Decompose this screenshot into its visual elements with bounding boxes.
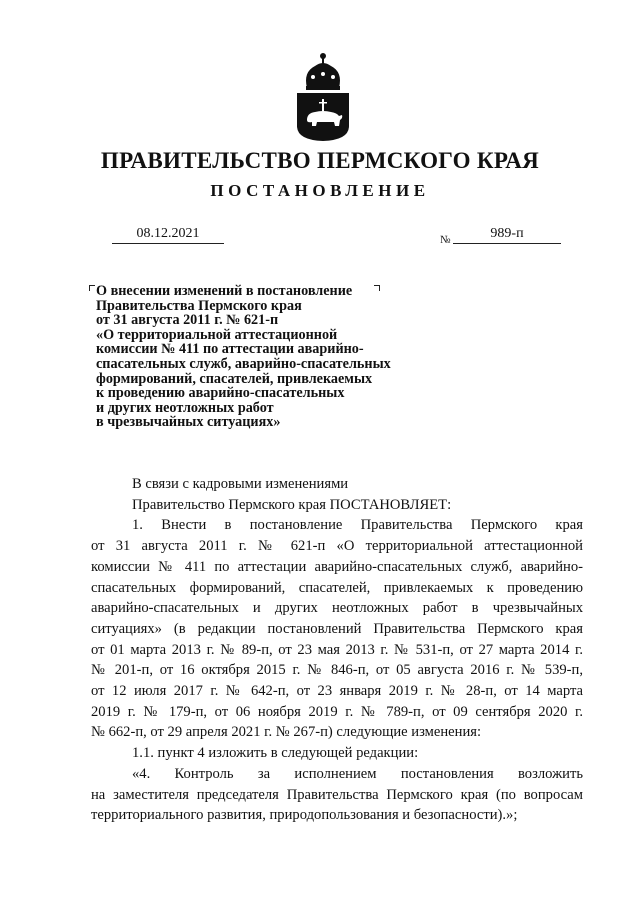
item-1-line: аварийно-спасательных и других неотложных работ в чрезвычайных <box>91 600 583 617</box>
quote-line: «4. Контроль за исполнением постановления возложить <box>132 765 583 782</box>
quote-line: территориального развития, природопользования и безопасности).»; <box>91 807 518 824</box>
document-date: 08.12.2021 <box>112 226 224 244</box>
subject-line: комиссии № 411 по аттестации аварийно- <box>96 341 364 358</box>
item-1-line: ситуациях» (в редакции постановлений Правительства Пермского края <box>91 620 583 637</box>
subject-corner-left <box>89 285 95 291</box>
item-1-line: № 201-п, от 16 октября 2015 г. № 846-п, от 05 августа 2016 г. № 539-п, <box>91 662 583 679</box>
government-title: ПРАВИТЕЛЬСТВО ПЕРМСКОГО КРАЯ <box>100 148 540 173</box>
crown-icon <box>306 53 340 90</box>
item-1-line: от 12 июля 2017 г. № 642-п, от 23 января 2019 г. № 28-п, от 14 марта <box>91 683 583 700</box>
intro-paragraph <box>91 474 583 495</box>
perm-krai-emblem <box>293 50 353 142</box>
quote-paragraph <box>91 764 583 826</box>
item-1-paragraph <box>91 515 583 743</box>
resolution-line: Правительство Пермского края ПОСТАНОВЛЯЕТ: <box>132 496 452 513</box>
item-1-line: комиссии № 411 по аттестации аварийно-спасательных служб, аварийно- <box>91 558 583 575</box>
resolution-paragraph <box>91 495 583 516</box>
item-1-line: спасательных формирований, спасателей, привлекаемых к проведению <box>91 579 583 596</box>
subject-line: к проведению аварийно-спасательных <box>96 385 345 402</box>
document-type: ПОСТАНОВЛЕНИЕ <box>210 181 430 200</box>
subject-line: и других неотложных работ <box>96 399 274 416</box>
subject-line: в чрезвычайных ситуациях» <box>96 414 281 431</box>
document-number: 989-п <box>453 226 561 244</box>
subject-line: формирований, спасателей, привлекаемых <box>96 370 373 387</box>
item-1-line: 2019 г. № 179-п, от 06 ноября 2019 г. № 789-п, от 09 сентября 2020 г. <box>91 703 583 720</box>
document-body <box>91 474 583 826</box>
item-1-1-line: 1.1. пункт 4 изложить в следующей редакции: <box>132 745 419 762</box>
subject-line: О внесении изменений в постановление <box>96 283 353 299</box>
subject-line: Правительства Пермского края <box>96 297 302 314</box>
quote-line: на заместителя председателя Правительства Пермского края (по вопросам <box>91 786 583 803</box>
item-1-line: № 662-п, от 29 апреля 2021 г. № 267-п) следующие изменения: <box>91 724 482 741</box>
number-label: № <box>440 234 451 246</box>
item-1-line: от 31 августа 2011 г. № 621-п «О территориальной аттестационной <box>91 538 583 555</box>
document-subject <box>96 284 426 430</box>
item-1-line: 1. Внести в постановление Правительства Пермского края <box>132 517 583 534</box>
subject-line: от 31 августа 2011 г. № 621-п <box>96 312 279 329</box>
shield-icon <box>297 93 349 141</box>
subject-corner-right <box>374 285 380 291</box>
subject-line: спасательных служб, аварийно-спасательных <box>96 355 391 372</box>
intro-line: В связи с кадровыми изменениями <box>132 476 349 492</box>
item-1-1-paragraph <box>91 743 583 764</box>
subject-line: «О территориальной аттестационной <box>96 326 338 343</box>
item-1-line: от 01 марта 2013 г. № 89-п, от 23 мая 2013 г. № 531-п, от 27 марта 2014 г. <box>91 641 583 658</box>
